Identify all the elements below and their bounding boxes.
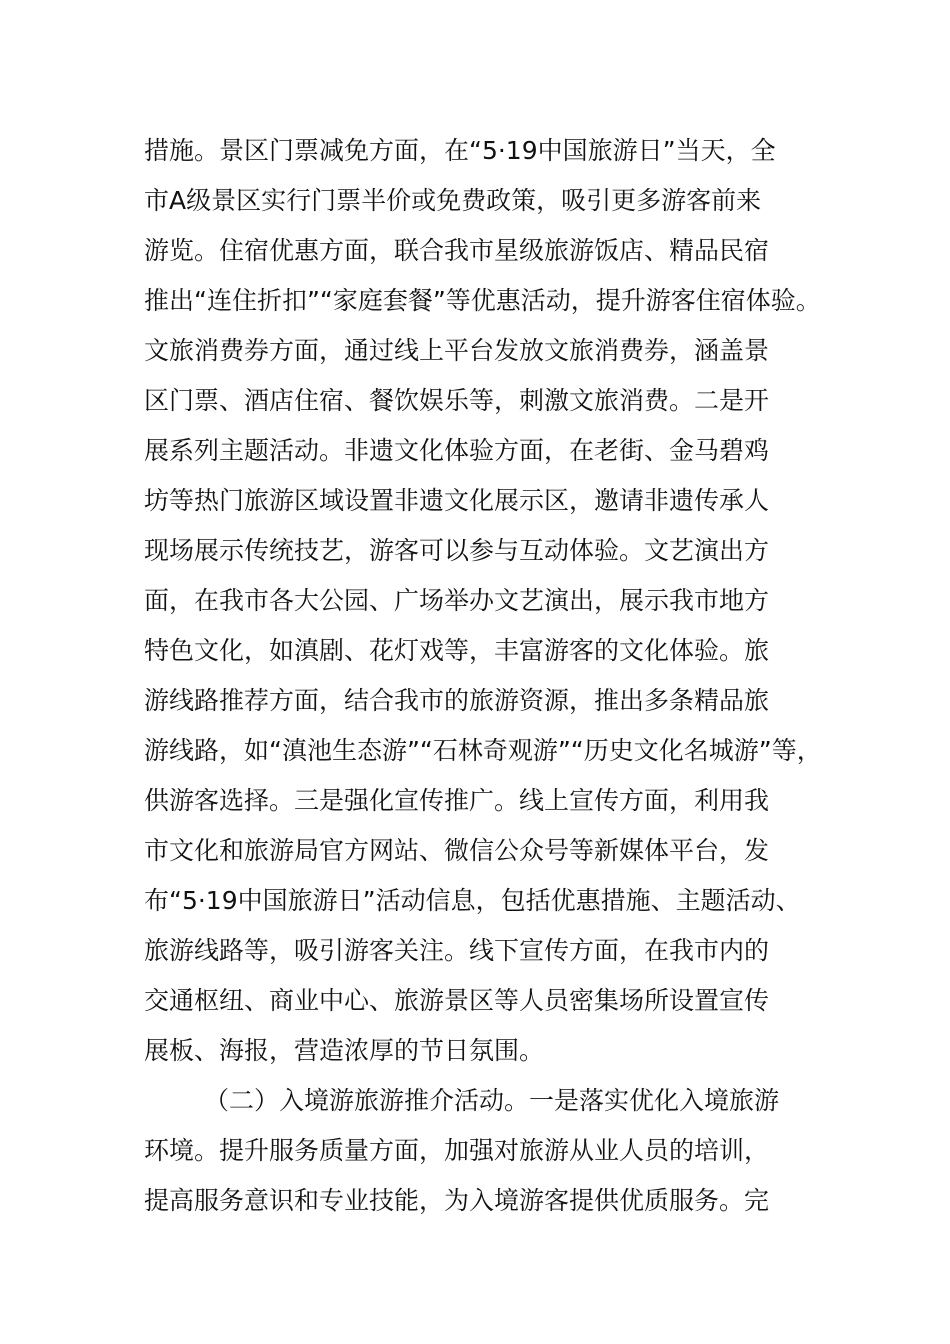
body-text <box>144 126 844 1226</box>
text-line: 措施。景区门票减免方面，在“5·19中国旅游日”当天，全 <box>144 136 776 165</box>
text-line: 交通枢纽、商业中心、旅游景区等人员密集场所设置宣传 <box>144 986 770 1015</box>
text-line: 文旅消费券方面，通过线上平台发放文旅消费券，涵盖景 <box>144 336 770 365</box>
text-line: 供游客选择。三是强化宣传推广。线上宣传方面，利用我 <box>144 786 770 815</box>
text-line: 游线路推荐方面，结合我市的旅游资源，推出多条精品旅 <box>144 686 770 715</box>
text-line: 提高服务意识和专业技能，为入境游客提供优质服务。完 <box>144 1186 770 1215</box>
text-line: 展系列主题活动。非遗文化体验方面，在老街、金马碧鸡 <box>144 436 770 465</box>
text-line: 市文化和旅游局官方网站、微信公众号等新媒体平台，发 <box>144 836 770 865</box>
text-line: 布“5·19中国旅游日”活动信息，包括优惠措施、主题活动、 <box>144 886 801 915</box>
text-line: 面，在我市各大公园、广场举办文艺演出，展示我市地方 <box>144 586 770 615</box>
text-line: 环境。提升服务质量方面，加强对旅游从业人员的培训， <box>144 1136 770 1165</box>
text-line: 游线路，如“滇池生态游”“石林奇观游”“历史文化名城游”等， <box>144 736 822 765</box>
text-line: 坊等热门旅游区域设置非遗文化展示区，邀请非遗传承人 <box>144 486 770 515</box>
text-line: 现场展示传统技艺，游客可以参与互动体验。文艺演出方 <box>144 536 770 565</box>
text-line: 市A级景区实行门票半价或免费政策，吸引更多游客前来 <box>144 186 762 215</box>
text-line: 区门票、酒店住宿、餐饮娱乐等，刺激文旅消费。二是开 <box>144 386 770 415</box>
text-line: 展板、海报，营造浓厚的节日氛围。 <box>144 1036 545 1065</box>
text-line: 推出“连住折扣”“家庭套餐”等优惠活动，提升游客住宿体验。 <box>144 286 821 315</box>
text-line: 旅游线路等，吸引游客关注。线下宣传方面，在我市内的 <box>144 936 770 965</box>
text-line: 特色文化，如滇剧、花灯戏等，丰富游客的文化体验。旅 <box>144 636 770 665</box>
text-line: 游览。住宿优惠方面，联合我市星级旅游饭店、精品民宿 <box>144 236 770 265</box>
section-heading-line: （二）入境游旅游推介活动。一是落实优化入境旅游 <box>204 1086 780 1115</box>
